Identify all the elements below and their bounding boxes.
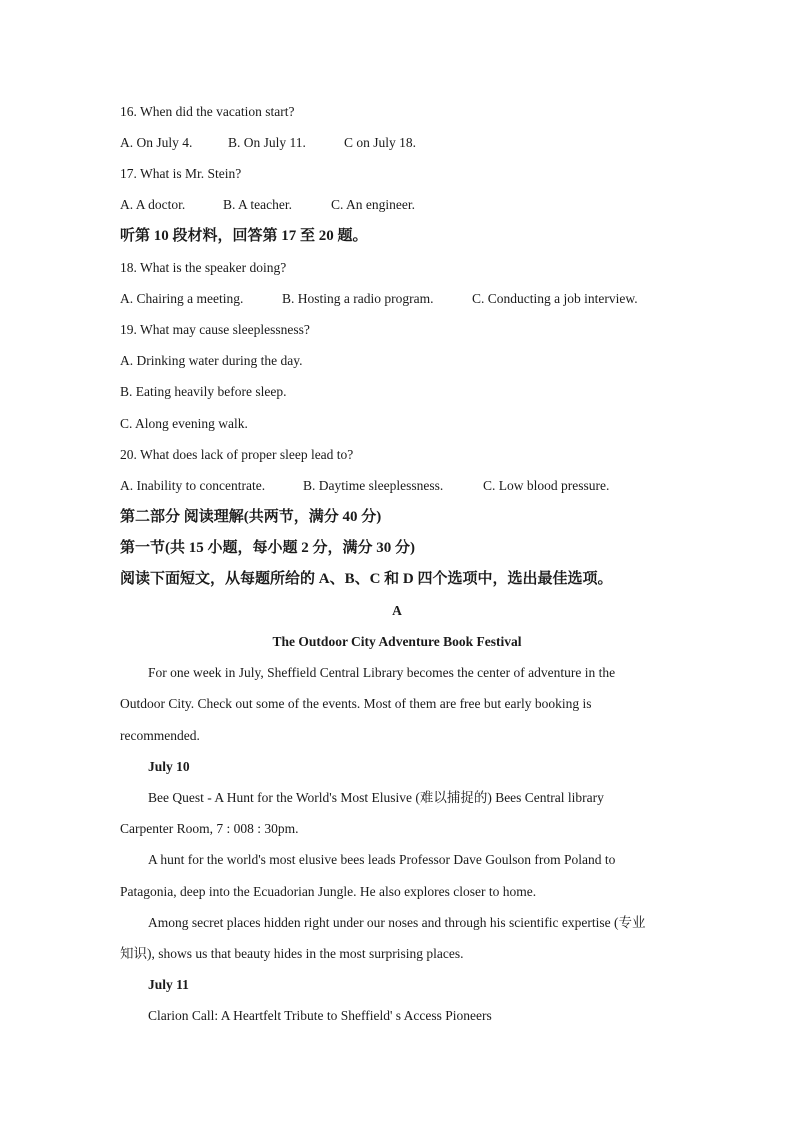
- section1-title: 第一节(共 15 小题，每小题 2 分，满分 30 分): [120, 540, 415, 556]
- event2-line: Clarion Call: A Heartfelt Tribute to Sheffield' s Access Pioneers: [148, 1008, 492, 1023]
- option-c: C. An engineer.: [331, 197, 415, 212]
- instruction: 阅读下面短文，从每题所给的 A、B、C 和 D 四个选项中，选出最佳选项。: [120, 571, 613, 587]
- intro-line-2: Outdoor City. Check out some of the events. Most of them are free but early booking is: [120, 696, 592, 711]
- intro-line-3: recommended.: [120, 728, 200, 743]
- question-17: 17. What is Mr. Stein?: [120, 166, 242, 181]
- event1-line-1: Bee Quest - A Hunt for the World's Most Elusive (难以捕捉的) Bees Central library: [148, 790, 604, 805]
- intro-line-1: For one week in July, Sheffield Central Library becomes the center of adventure in the: [148, 665, 616, 680]
- question-18-options: [120, 291, 638, 307]
- option-c: C. Conducting a job interview.: [472, 291, 638, 306]
- question-19-option-c: C. Along evening walk.: [120, 416, 248, 431]
- question-20: 20. What does lack of proper sleep lead to?: [120, 447, 354, 462]
- question-18: 18. What is the speaker doing?: [120, 260, 287, 275]
- question-19: 19. What may cause sleeplessness?: [120, 322, 310, 337]
- option-a: A. Inability to concentrate.: [120, 478, 266, 493]
- question-16-options: [120, 135, 416, 151]
- date-heading-1: July 10: [148, 759, 190, 774]
- option-b: B. A teacher.: [223, 197, 292, 212]
- option-a: A. On July 4.: [120, 135, 193, 150]
- question-19-option-a: A. Drinking water during the day.: [120, 353, 303, 368]
- para2-line-1: A hunt for the world's most elusive bees leads Professor Dave Goulson from Poland to: [148, 852, 616, 867]
- passage-title: The Outdoor City Adventure Book Festival: [272, 634, 522, 649]
- part2-title: 第二部分 阅读理解(共两节，满分 40 分): [120, 509, 382, 525]
- option-b: B. Hosting a radio program.: [282, 291, 434, 306]
- para3-line-1: Among secret places hidden right under our noses and through his scientific expertise (专业: [148, 915, 646, 930]
- option-c: C. Low blood pressure.: [483, 478, 610, 493]
- question-20-options: [120, 478, 609, 494]
- option-a: A. A doctor.: [120, 197, 186, 212]
- option-b: B. Daytime sleeplessness.: [303, 478, 444, 493]
- option-c: C on July 18.: [344, 135, 417, 150]
- passage-letter: A: [392, 603, 402, 618]
- para2-line-2: Patagonia, deep into the Ecuadorian Jungle. He also explores closer to home.: [120, 884, 537, 899]
- option-b: B. On July 11.: [228, 135, 306, 150]
- question-16: 16. When did the vacation start?: [120, 104, 295, 119]
- question-19-option-b: B. Eating heavily before sleep.: [120, 384, 287, 399]
- date-heading-2: July 11: [148, 977, 189, 992]
- section-heading-10: 听第 10 段材料，回答第 17 至 20 题。: [120, 228, 368, 244]
- option-a: A. Chairing a meeting.: [120, 291, 244, 306]
- question-17-options: [120, 197, 415, 213]
- para3-line-2: 知识), shows us that beauty hides in the most surprising places.: [120, 946, 464, 961]
- event1-line-2: Carpenter Room, 7 : 008 : 30pm.: [120, 821, 299, 836]
